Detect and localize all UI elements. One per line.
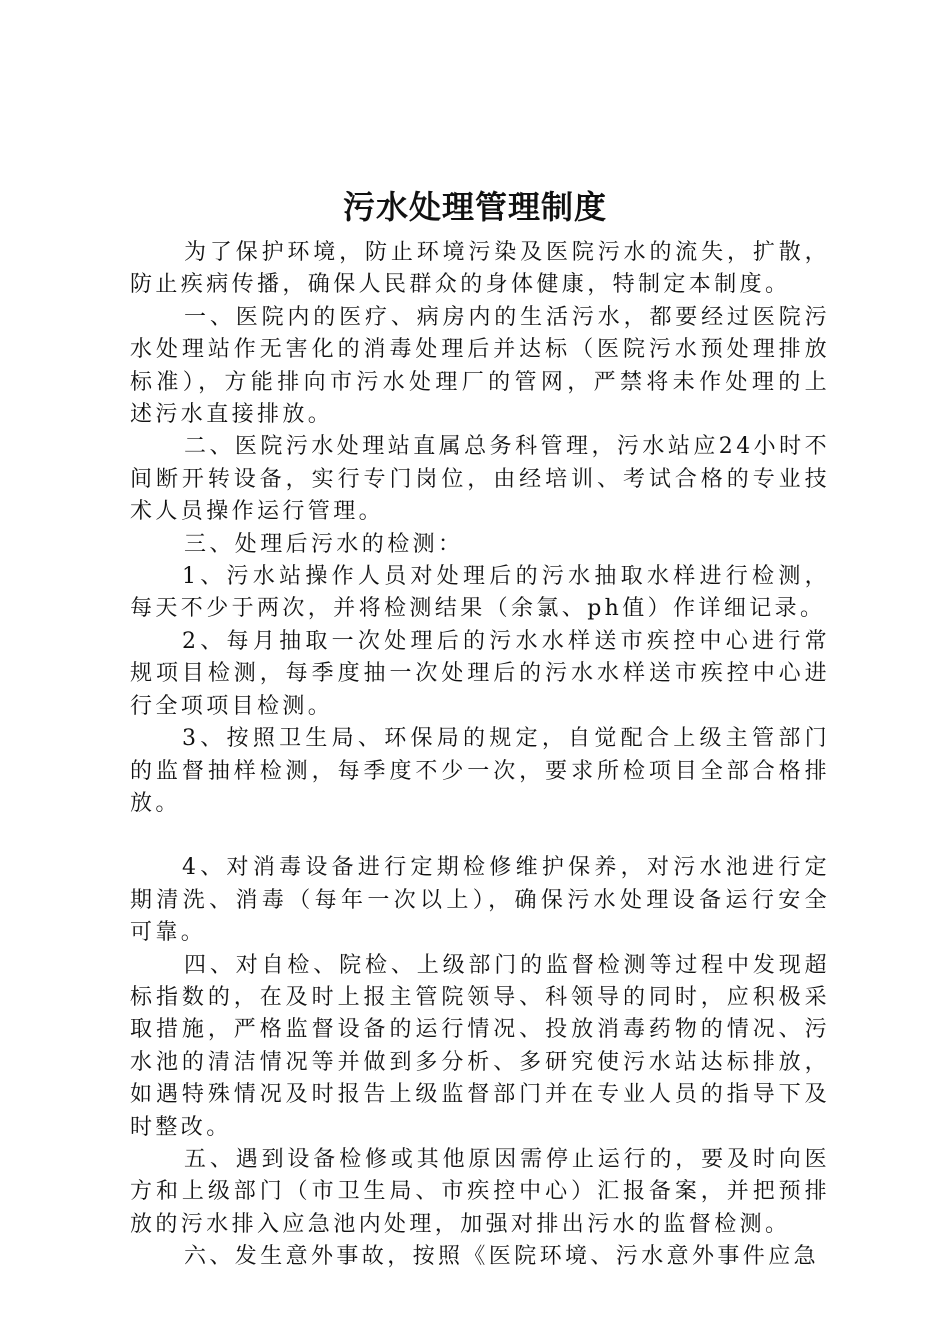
document-title: 污水处理管理制度 bbox=[342, 188, 607, 226]
paragraph-section-6: 六、发生意外事故，按照《医院环境、污水意外事件应急 bbox=[184, 1244, 820, 1270]
paragraph-section-4: 四、对自检、院检、上级部门的监督检测等过程中发现超标指数的，在及时上报主管院领导、科领导的同时，应积极采取措施，严格监督设备的运行情况、投放消毒药物的情况、污水池的清洁情况等并做到多分析、多研究使污水站达标排放，如遇特殊情况及时报告上级监督部门并在专业人员的指导下及时整改。 bbox=[130, 952, 830, 1140]
paragraph-item-2: 2、每月抽取一次处理后的污水水样送市疾控中心进行常规项目检测，每季度抽一次处理后的污水水样送市疾控中心进行全项项目检测。 bbox=[130, 628, 830, 719]
paragraph-section-5: 五、遇到设备检修或其他原因需停止运行的，要及时向医方和上级部门（市卫生局、市疾控中心）汇报备案，并把预排放的污水排入应急池内处理，加强对排出污水的监督检测。 bbox=[130, 1146, 830, 1237]
paragraph-section-3-heading: 三、处理后污水的检测： bbox=[184, 531, 464, 557]
paragraph-section-2: 二、医院污水处理站直属总务科管理，污水站应24小时不间断开转设备，实行专门岗位，由经培训、考试合格的专业技术人员操作运行管理。 bbox=[130, 434, 830, 525]
paragraph-item-3: 3、按照卫生局、环保局的规定，自觉配合上级主管部门的监督抽样检测，每季度不少一次，要求所检项目全部合格排放。 bbox=[130, 726, 830, 816]
paragraph-item-1: 1、污水站操作人员对处理后的污水抽取水样进行检测，每天不少于两次，并将检测结果（余氯、ph值）作详细记录。 bbox=[130, 564, 830, 622]
paragraph-section-1: 一、医院内的医疗、病房内的生活污水，都要经过医院污水处理站作无害化的消毒处理后并达标（医院污水预处理排放标准），方能排向市污水处理厂的管网，严禁将未作处理的上述污水直接排放。 bbox=[130, 304, 830, 428]
paragraph-item-4: 4、对消毒设备进行定期检修维护保养，对污水池进行定期清洗、消毒（每年一次以上），确保污水处理设备运行安全可靠。 bbox=[130, 855, 830, 946]
document-body bbox=[130, 237, 830, 1274]
paragraph-preamble: 为了保护环境，防止环境污染及医院污水的流失，扩散，防止疾病传播，确保人民群众的身体健康，特制定本制度。 bbox=[130, 240, 830, 298]
